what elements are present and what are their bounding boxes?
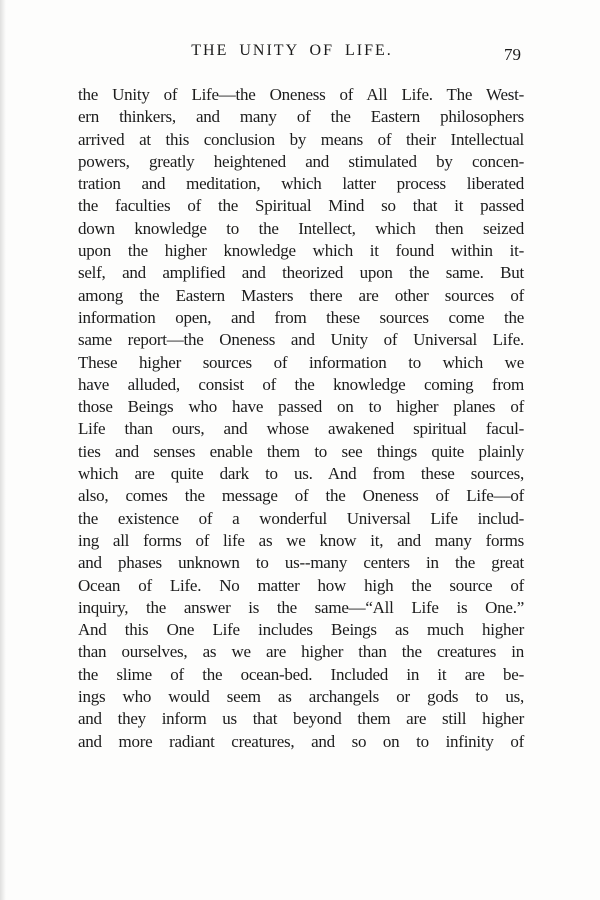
text-line: down knowledge to the Intellect, which then seized xyxy=(78,218,524,238)
text-line: and they inform us that beyond them are still higher xyxy=(78,709,524,729)
text-line: Ocean of Life. No matter how high the source of xyxy=(78,575,524,595)
text-line: ings who would seem as archangels or gods to us, xyxy=(78,687,524,707)
text-line: have alluded, consist of the knowledge coming from xyxy=(78,374,524,394)
text-line: the existence of a wonderful Universal Life includ- xyxy=(78,508,524,528)
running-head xyxy=(0,42,600,66)
text-line: which are quite dark to us. And from these sources, xyxy=(78,464,524,484)
text-line: the faculties of the Spiritual Mind so that it passed xyxy=(78,196,524,216)
text-line: ties and senses enable them to see things quite plainly xyxy=(78,441,524,461)
text-line: same report—the Oneness and Unity of Universal Life. xyxy=(78,330,524,350)
text-line: the Unity of Life—the Oneness of All Life. The West- xyxy=(78,85,524,104)
text-line: inquiry, the answer is the same—“All Life is One.” xyxy=(78,597,524,617)
page-number: 79 xyxy=(504,45,521,64)
text-line: than ourselves, as we are higher than the creatures in xyxy=(78,642,524,662)
text-line: Life than ours, and whose awakened spiritual facul- xyxy=(78,419,524,439)
text-line: also, comes the message of the Oneness of Life—of xyxy=(78,486,524,506)
text-line: and phases unknown to us--many centers in the great xyxy=(78,553,524,573)
text-line: ing all forms of life as we know it, and many forms xyxy=(78,530,524,550)
text-line: those Beings who have passed on to higher planes of xyxy=(78,397,524,417)
text-line: And this One Life includes Beings as much higher xyxy=(78,620,524,640)
text-line: among the Eastern Masters there are other sources of xyxy=(78,285,524,305)
text-line: upon the higher knowledge which it found within it- xyxy=(78,241,524,261)
text-line: self, and amplified and theorized upon the same. But xyxy=(78,263,524,283)
scan-edge-shadow xyxy=(0,0,6,900)
text-line: arrived at this conclusion by means of their Intellectual xyxy=(78,129,524,149)
text-line: tration and meditation, which latter process liberated xyxy=(78,174,524,194)
text-line: and more radiant creatures, and so on to infinity of xyxy=(78,731,524,751)
text-line: These higher sources of information to which we xyxy=(78,352,524,372)
text-line: the slime of the ocean-bed. Included in it are be- xyxy=(78,664,524,684)
body-text-block xyxy=(78,84,524,753)
chapter-title: THE UNITY OF LIFE. xyxy=(191,42,393,59)
text-line: ern thinkers, and many of the Eastern philosophers xyxy=(78,107,524,127)
text-line: information open, and from these sources come the xyxy=(78,307,524,327)
text-line: powers, greatly heightened and stimulated by concen- xyxy=(78,151,524,171)
